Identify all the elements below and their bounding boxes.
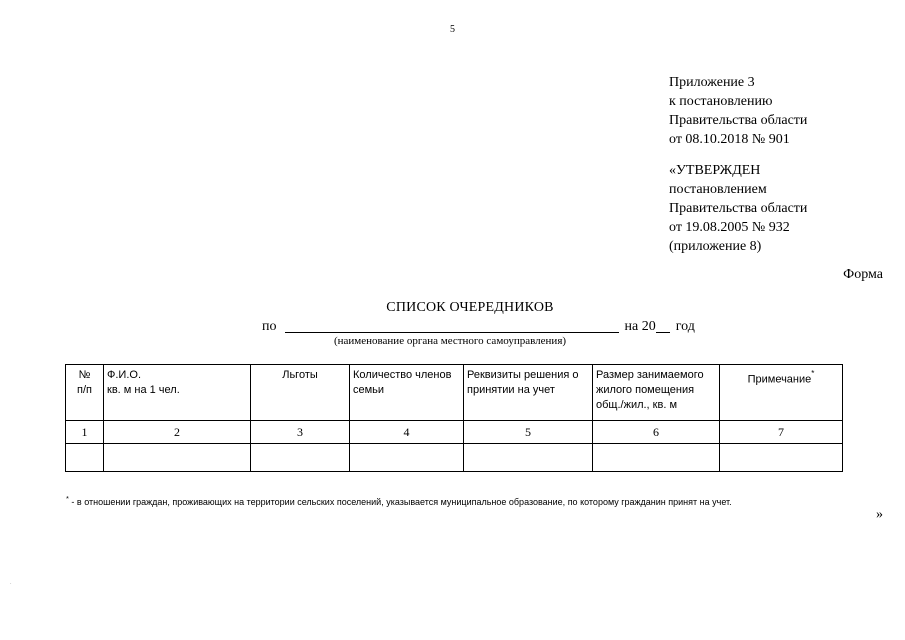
form-label: Форма (843, 267, 883, 282)
header-decision-details: Реквизиты решения о принятии на учет (464, 365, 593, 421)
column-number: 6 (593, 421, 720, 444)
footnote (66, 494, 732, 507)
year-prefix: на 20 (624, 319, 656, 334)
header-note (720, 365, 843, 421)
empty-cell[interactable] (66, 444, 104, 472)
appendix-line: Приложение 3 (669, 75, 755, 90)
column-number: 3 (251, 421, 350, 444)
header-number (66, 365, 104, 421)
margin-mark: . (10, 580, 12, 586)
approved-line: Правительства области (669, 201, 808, 216)
column-number: 4 (350, 421, 464, 444)
empty-cell[interactable] (251, 444, 350, 472)
approved-line: (приложение 8) (669, 239, 762, 254)
empty-cell[interactable] (593, 444, 720, 472)
queue-table (65, 364, 843, 472)
approved-line: от 19.08.2005 № 932 (669, 220, 790, 235)
footnote-star: * (66, 494, 69, 503)
empty-cell[interactable] (720, 444, 843, 472)
header-number-line: п/п (77, 384, 92, 396)
closing-quote: » (876, 507, 883, 522)
empty-cell[interactable] (104, 444, 251, 472)
appendix-line: к постановлению (669, 94, 773, 109)
column-number: 5 (464, 421, 593, 444)
footnote-text: - в отношении граждан, проживающих на территории сельских поселений, указывается муниципальное образование, по которому гражданин принят на учет. (68, 497, 732, 507)
empty-cell[interactable] (464, 444, 593, 472)
header-benefits: Льготы (251, 365, 350, 421)
appendix-reference (669, 73, 807, 149)
appendix-line: от 08.10.2018 № 901 (669, 132, 790, 147)
column-number: 7 (720, 421, 843, 444)
header-note-label: Примечание (747, 373, 812, 386)
table-empty-row (66, 444, 843, 472)
empty-cell[interactable] (350, 444, 464, 472)
approved-line: «УТВЕРЖДЕН (669, 163, 761, 178)
column-number: 1 (66, 421, 104, 444)
document-title: СПИСОК ОЧЕРЕДНИКОВ (386, 300, 554, 315)
page-number: 5 (450, 24, 455, 35)
footnote-marker: * (811, 369, 815, 378)
authority-line (262, 318, 695, 335)
approval-stamp-text (669, 161, 807, 256)
approved-line: постановлением (669, 182, 767, 197)
header-fio-line: кв. м на 1 чел. (107, 384, 180, 396)
header-housing-area: Размер занимаемого жилого помещения общ./жил., кв. м (593, 365, 720, 421)
appendix-line: Правительства области (669, 113, 808, 128)
table-header-row (66, 365, 843, 421)
year-blank-field[interactable] (656, 318, 670, 333)
authority-caption: (наименование органа местного самоуправления) (333, 335, 567, 347)
header-fio (104, 365, 251, 421)
header-number-line: № (78, 369, 91, 381)
table-column-numbers-row (66, 421, 843, 444)
by-prefix: по (262, 319, 277, 334)
authority-blank-field[interactable] (285, 318, 619, 333)
header-fio-line: Ф.И.О. (107, 369, 141, 381)
header-family-count: Количество членов семьи (350, 365, 464, 421)
column-number: 2 (104, 421, 251, 444)
year-suffix: год (675, 319, 695, 334)
